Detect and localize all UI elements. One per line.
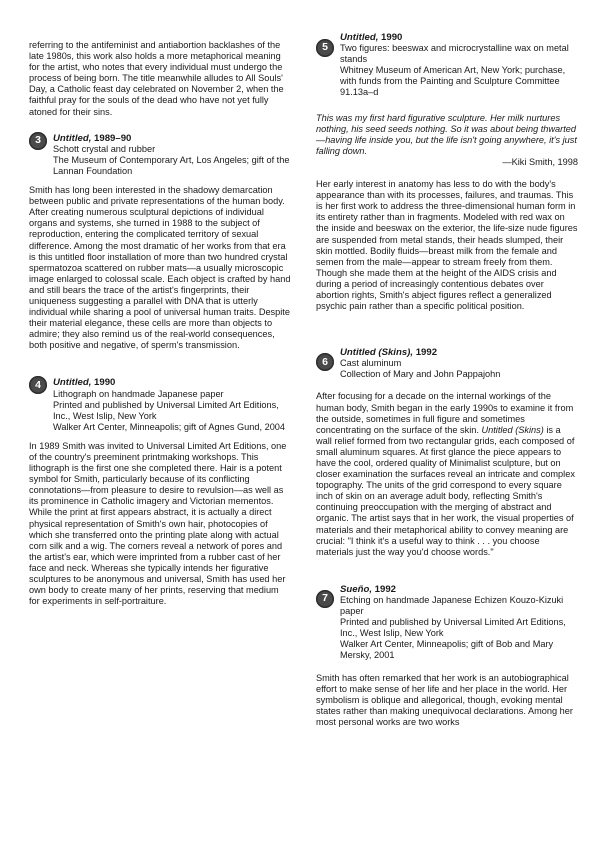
right-column bbox=[316, 32, 578, 728]
quote-attribution: —Kiki Smith, 1998 bbox=[502, 156, 578, 167]
entry-title bbox=[340, 32, 578, 43]
entry-meta bbox=[340, 43, 578, 98]
entry-3-body: Smith has long been interested in the shadowy demarcation between public and private representations of the human body. After creating numerous sculptural depictions of individual organs and systems, she turned in 1988 to the subject of reproduction, entering the complicated territory of sexual difference. Among the most dramatic of her works from that era is this untitled floor installation of more than two hundred crystal spermatozoa scattered on rubber mats—a usually microscopic image enlarged to colossal scale. Each object is crafted by hand and still bears the trace of the artist's fingerprints, their uniqueness suggesting a parallel with DNA that is utterly individual while sharing a pool of universal human traits. Despite their material elegance, these cells are more than objects to admire; they also remind us of the real-world consequences, both positive and negative, of sperm's transmission. bbox=[29, 185, 291, 351]
left-column bbox=[29, 40, 291, 607]
entry-title-year: 1992 bbox=[413, 347, 438, 359]
entry-title bbox=[340, 584, 578, 595]
entry-4 bbox=[29, 377, 291, 432]
artist-quote: This was my first hard figurative sculpture. Her milk nurtures nothing, his seed seeds nothing. So it was about being thwarted—having life inside you, but the life isn't going anywhere, it's just falling down. bbox=[316, 112, 577, 156]
entry-credit: The Museum of Contemporary Art, Los Angeles; gift of the Lannan Foundation bbox=[53, 154, 290, 176]
entry-title bbox=[53, 377, 291, 388]
entry-5-body: Her early interest in anatomy has less to do with the body's appearance than with its processes, failures, and traumas. This is her first work to address the three-dimensional human form in its entirety rather than in fragments. Modeled with red wax on the inside and beeswax on the exterior, the life-size nude figures are suspended from metal stands, their heads slumped, their skin mottled. Bodily fluids—breast milk from the female and semen from the male—appear to stream freely from them. Though she made them at the height of the AIDS crisis and during a period of increasingly contentious debates over abortion rights, Smith's abject figures reflect a generalized psychic pain rather than a specific political position. bbox=[316, 179, 578, 312]
entry-title-year: 1990 bbox=[91, 377, 116, 389]
entry-credit: Walker Art Center, Minneapolis; gift of Bob and Mary Mersky, 2001 bbox=[340, 639, 554, 661]
entry-6-body-rest: is a wall relief formed from two rectangular grids, each composed of small aluminum squares. At first glance the piece appears to have the cool, ordered quality of Minimalist sculpture, but on closer examination the surfaces reveal an intricate and complex topography. The units of the grid correspond to every square inch of skin on an average adult body, reflecting Smith's continuing preoccupation with the merging of abstract and organic. The artist says that in her work, the visual properties of materials and their metaphorical ability to convey meaning are crucial: "I think it's a useful way to think . . . you choose materials just the way you'd choose words." bbox=[316, 424, 575, 557]
entry-title-year: 1989–90 bbox=[91, 132, 132, 144]
entry-meta bbox=[340, 595, 578, 662]
entry-meta bbox=[53, 389, 291, 433]
entry-7-body: Smith has often remarked that her work is an autobiographical effort to make sense of her life and her place in the world. Her symbolism is oblique and allegorical, though, evoking mental states rather than making unequivocal declarations. Among her most personal works are two works bbox=[316, 672, 573, 727]
entry-title-year: 1992 bbox=[371, 583, 396, 595]
entry-medium: Etching on handmade Japanese Echizen Kouzo-Kizuki paper bbox=[340, 594, 564, 617]
entry-6-body-start: After focusing for a decade on the internal workings of the human body, Smith began in the early 1990s to examine it from the outside, sometimes in full figure and sometimes concentrating on the surface of the skin. bbox=[316, 391, 574, 435]
entry-credit: Whitney Museum of American Art, New York; purchase, with funds from the Painting and Sculpture Committee 91.13a–d bbox=[340, 65, 566, 98]
entry-3 bbox=[29, 133, 291, 177]
entry-medium: Lithograph on handmade Japanese paper bbox=[53, 388, 224, 399]
entry-title-name: Untitled, bbox=[53, 377, 92, 389]
entry-title bbox=[340, 347, 578, 358]
entry-6-body-title: Untitled (Skins) bbox=[481, 424, 544, 435]
entry-6-body bbox=[316, 391, 578, 557]
entry-credit: Collection of Mary and John Pappajohn bbox=[340, 369, 501, 380]
entry-medium: Two figures: beeswax and microcrystalline wax on metal stands bbox=[340, 43, 569, 65]
entry-4-body: In 1989 Smith was invited to Universal Limited Art Editions, one of the country's preeminent printmaking workshops. This lithograph is the first one she completed there. Hair is a potent symbol for Smith, particularly because of its conflicting connotations—from pleasure to desire to revulsion—as well as its prominence in Catholic imagery and Victorian mementos. While the print at first appears abstract, it is actually a direct physical representation of Smith's own hair, photocopies of which she transferred onto the printing plate along with actual corn silk and a wig. The corners reveal a network of pores and the artist's ear, which were imprinted from a rubber cast of her face and neck. Whereas she typically intends her figurative sculptures to be anonymous and universal, Smith has used her own body to create many of her prints, reserving that medium for experiments in self-portraiture. bbox=[29, 440, 287, 607]
entry-number-badge: 3 bbox=[29, 132, 47, 150]
entry-7 bbox=[316, 584, 578, 662]
intro-paragraph: referring to the antifeminist and antiabortion backlashes of the late 1980s, this work also holds a more metaphorical meaning for the artist, who notes that every individual must undergo the process of being born. The title meanwhile alludes to All Souls' Day, a Catholic feast day celebrated on November 2, when the faithful pray for the souls of the dead who have not yet fully atoned for their sins. bbox=[29, 40, 284, 117]
entry-meta bbox=[53, 144, 291, 177]
entry-number-badge: 4 bbox=[29, 376, 47, 394]
entry-number-badge: 7 bbox=[316, 590, 334, 608]
entry-title bbox=[53, 133, 291, 144]
entry-medium: Cast aluminum bbox=[340, 358, 402, 369]
entry-number-badge: 6 bbox=[316, 353, 334, 371]
entry-title-name: Untitled (Skins), bbox=[340, 347, 414, 359]
entry-credit: Walker Art Center, Minneapolis; gift of Agnes Gund, 2004 bbox=[53, 421, 286, 432]
entry-publisher: Printed and published by Universal Limited Art Editions, Inc., West Islip, New York bbox=[53, 399, 279, 421]
entry-5 bbox=[316, 32, 578, 99]
entry-6 bbox=[316, 347, 578, 380]
entry-title-name: Untitled, bbox=[340, 32, 379, 43]
entry-title-name: Untitled, bbox=[53, 132, 92, 144]
entry-publisher: Printed and published by Universal Limited Art Editions, Inc., West Islip, New York bbox=[340, 617, 566, 639]
entry-medium: Schott crystal and rubber bbox=[53, 143, 156, 154]
entry-meta bbox=[340, 358, 578, 380]
entry-number-badge: 5 bbox=[316, 39, 334, 57]
entry-title-name: Sueño, bbox=[340, 583, 372, 595]
entry-title-year: 1990 bbox=[378, 32, 403, 43]
